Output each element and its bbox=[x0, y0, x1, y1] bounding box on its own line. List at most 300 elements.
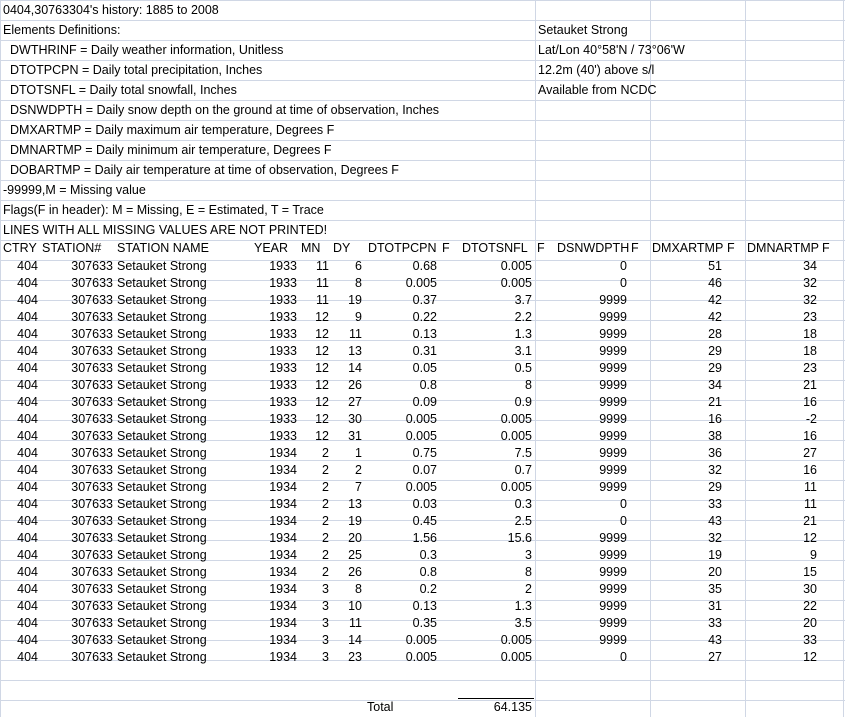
station-info-elevation: 12.2m (40') above s/l bbox=[538, 63, 655, 77]
ctry-cell: 404 bbox=[17, 395, 38, 409]
snowdepth-cell: 9999 bbox=[599, 446, 627, 460]
snowdepth-cell: 9999 bbox=[599, 310, 627, 324]
ctry-cell: 404 bbox=[17, 599, 38, 613]
snowdepth-cell: 9999 bbox=[599, 463, 627, 477]
year-cell: 1934 bbox=[269, 531, 297, 545]
maxtemp-cell: 21 bbox=[708, 395, 722, 409]
maxtemp-cell: 29 bbox=[708, 361, 722, 375]
day-cell: 30 bbox=[348, 412, 362, 426]
col-header-dy: DY bbox=[333, 241, 351, 255]
station-cell: 307633 bbox=[71, 293, 113, 307]
snowdepth-cell: 0 bbox=[620, 650, 627, 664]
year-cell: 1933 bbox=[269, 259, 297, 273]
snowdepth-cell: 9999 bbox=[599, 548, 627, 562]
precip-cell: 0.3 bbox=[419, 548, 437, 562]
day-cell: 6 bbox=[355, 259, 362, 273]
maxtemp-cell: 38 bbox=[708, 429, 722, 443]
station-cell: 307633 bbox=[71, 412, 113, 426]
year-cell: 1933 bbox=[269, 412, 297, 426]
ctry-cell: 404 bbox=[17, 497, 38, 511]
precip-cell: 0.05 bbox=[412, 361, 437, 375]
snowdepth-cell: 9999 bbox=[599, 616, 627, 630]
maxtemp-cell: 31 bbox=[708, 599, 722, 613]
total-label: Total bbox=[367, 700, 394, 714]
notice-text: LINES WITH ALL MISSING VALUES ARE NOT PRINTED! bbox=[3, 223, 328, 237]
mintemp-cell: 16 bbox=[803, 463, 817, 477]
day-cell: 8 bbox=[355, 276, 362, 290]
col-header-dtotsnfl: DTOTSNFL bbox=[462, 241, 528, 255]
month-cell: 12 bbox=[315, 361, 329, 375]
ctry-cell: 404 bbox=[17, 616, 38, 630]
mintemp-cell: -2 bbox=[805, 412, 817, 426]
day-cell: 20 bbox=[348, 531, 362, 545]
snowfall-cell: 0.005 bbox=[500, 259, 532, 273]
snowfall-cell: 3.7 bbox=[514, 293, 532, 307]
day-cell: 13 bbox=[348, 344, 362, 358]
precip-cell: 0.07 bbox=[412, 463, 437, 477]
year-cell: 1934 bbox=[269, 548, 297, 562]
precip-cell: 0.45 bbox=[412, 514, 437, 528]
ctry-cell: 404 bbox=[17, 514, 38, 528]
station-cell: 307633 bbox=[71, 531, 113, 545]
precip-cell: 0.005 bbox=[405, 650, 437, 664]
ctry-cell: 404 bbox=[17, 531, 38, 545]
station-cell: 307633 bbox=[71, 327, 113, 341]
col-header-year: YEAR bbox=[254, 241, 289, 255]
name-cell: Setauket Strong bbox=[117, 531, 207, 545]
snowdepth-cell: 0 bbox=[620, 497, 627, 511]
ctry-cell: 404 bbox=[17, 548, 38, 562]
day-cell: 1 bbox=[355, 446, 362, 460]
name-cell: Setauket Strong bbox=[117, 616, 207, 630]
mintemp-cell: 33 bbox=[803, 633, 817, 647]
month-cell: 2 bbox=[322, 446, 329, 460]
definition-dsnwdpth: DSNWDPTH = Daily snow depth on the ground at time of observation, Inches bbox=[10, 103, 440, 117]
mintemp-cell: 20 bbox=[803, 616, 817, 630]
ctry-cell: 404 bbox=[17, 650, 38, 664]
snowdepth-cell: 9999 bbox=[599, 480, 627, 494]
maxtemp-cell: 51 bbox=[708, 259, 722, 273]
mintemp-cell: 21 bbox=[803, 514, 817, 528]
maxtemp-cell: 33 bbox=[708, 497, 722, 511]
maxtemp-cell: 33 bbox=[708, 616, 722, 630]
ctry-cell: 404 bbox=[17, 565, 38, 579]
day-cell: 11 bbox=[349, 327, 362, 341]
maxtemp-cell: 28 bbox=[708, 327, 722, 341]
col-header-mn: MN bbox=[301, 241, 321, 255]
day-cell: 7 bbox=[355, 480, 362, 494]
year-cell: 1933 bbox=[269, 378, 297, 392]
maxtemp-cell: 29 bbox=[708, 344, 722, 358]
maxtemp-cell: 29 bbox=[708, 480, 722, 494]
maxtemp-cell: 36 bbox=[708, 446, 722, 460]
snowdepth-cell: 9999 bbox=[599, 293, 627, 307]
history-title: 0404,30763304's history: 1885 to 2008 bbox=[3, 3, 219, 17]
station-cell: 307633 bbox=[71, 650, 113, 664]
precip-cell: 0.005 bbox=[405, 429, 437, 443]
mintemp-cell: 23 bbox=[803, 310, 817, 324]
maxtemp-cell: 46 bbox=[708, 276, 722, 290]
month-cell: 2 bbox=[322, 463, 329, 477]
ctry-cell: 404 bbox=[17, 276, 38, 290]
year-cell: 1934 bbox=[269, 599, 297, 613]
month-cell: 2 bbox=[322, 565, 329, 579]
flags-note: Flags(F in header): M = Missing, E = Estimated, T = Trace bbox=[3, 203, 324, 217]
ctry-cell: 404 bbox=[17, 446, 38, 460]
day-cell: 23 bbox=[348, 650, 362, 664]
year-cell: 1933 bbox=[269, 310, 297, 324]
col-header-station: STATION# bbox=[42, 241, 102, 255]
maxtemp-cell: 20 bbox=[708, 565, 722, 579]
snowdepth-cell: 9999 bbox=[599, 531, 627, 545]
station-info-source: Available from NCDC bbox=[538, 83, 657, 97]
year-cell: 1934 bbox=[269, 565, 297, 579]
maxtemp-cell: 43 bbox=[708, 633, 722, 647]
station-info-name: Setauket Strong bbox=[538, 23, 628, 37]
ctry-cell: 404 bbox=[17, 582, 38, 596]
mintemp-cell: 34 bbox=[803, 259, 817, 273]
snowdepth-cell: 9999 bbox=[599, 429, 627, 443]
name-cell: Setauket Strong bbox=[117, 310, 207, 324]
precip-cell: 0.005 bbox=[405, 412, 437, 426]
month-cell: 11 bbox=[316, 259, 329, 273]
day-cell: 2 bbox=[355, 463, 362, 477]
month-cell: 3 bbox=[322, 650, 329, 664]
name-cell: Setauket Strong bbox=[117, 633, 207, 647]
year-cell: 1933 bbox=[269, 361, 297, 375]
total-value: 64.135 bbox=[493, 700, 532, 714]
snowdepth-cell: 9999 bbox=[599, 378, 627, 392]
day-cell: 26 bbox=[348, 378, 362, 392]
maxtemp-cell: 42 bbox=[708, 310, 722, 324]
station-cell: 307633 bbox=[71, 633, 113, 647]
ctry-cell: 404 bbox=[17, 361, 38, 375]
snowdepth-cell: 0 bbox=[620, 276, 627, 290]
name-cell: Setauket Strong bbox=[117, 344, 207, 358]
month-cell: 2 bbox=[322, 514, 329, 528]
month-cell: 11 bbox=[316, 293, 329, 307]
month-cell: 3 bbox=[322, 582, 329, 596]
ctry-cell: 404 bbox=[17, 293, 38, 307]
day-cell: 8 bbox=[355, 582, 362, 596]
ctry-cell: 404 bbox=[17, 310, 38, 324]
precip-cell: 1.56 bbox=[412, 531, 437, 545]
name-cell: Setauket Strong bbox=[117, 514, 207, 528]
station-cell: 307633 bbox=[71, 310, 113, 324]
name-cell: Setauket Strong bbox=[117, 378, 207, 392]
station-cell: 307633 bbox=[71, 446, 113, 460]
name-cell: Setauket Strong bbox=[117, 395, 207, 409]
mintemp-cell: 16 bbox=[803, 395, 817, 409]
name-cell: Setauket Strong bbox=[117, 412, 207, 426]
definition-dmxartmp: DMXARTMP = Daily maximum air temperature, Degrees F bbox=[10, 123, 335, 137]
col-header-dmnartmp: DMNARTMP bbox=[747, 241, 819, 255]
snowfall-cell: 0.7 bbox=[514, 463, 532, 477]
maxtemp-cell: 27 bbox=[708, 650, 722, 664]
mintemp-cell: 21 bbox=[803, 378, 817, 392]
day-cell: 19 bbox=[348, 293, 362, 307]
definition-dwthrinf: DWTHRINF = Daily weather information, Unitless bbox=[10, 43, 284, 57]
station-cell: 307633 bbox=[71, 259, 113, 273]
definition-dtotpcpn: DTOTPCPN = Daily total precipitation, Inches bbox=[10, 63, 263, 77]
month-cell: 12 bbox=[315, 395, 329, 409]
day-cell: 26 bbox=[348, 565, 362, 579]
mintemp-cell: 15 bbox=[803, 565, 817, 579]
definition-dmnartmp: DMNARTMP = Daily minimum air temperature, Degrees F bbox=[10, 143, 332, 157]
precip-cell: 0.75 bbox=[412, 446, 437, 460]
station-cell: 307633 bbox=[71, 276, 113, 290]
precip-cell: 0.22 bbox=[412, 310, 437, 324]
snowfall-cell: 8 bbox=[525, 565, 532, 579]
name-cell: Setauket Strong bbox=[117, 497, 207, 511]
ctry-cell: 404 bbox=[17, 327, 38, 341]
ctry-cell: 404 bbox=[17, 344, 38, 358]
month-cell: 12 bbox=[315, 412, 329, 426]
name-cell: Setauket Strong bbox=[117, 276, 207, 290]
station-cell: 307633 bbox=[71, 480, 113, 494]
name-cell: Setauket Strong bbox=[117, 582, 207, 596]
year-cell: 1934 bbox=[269, 650, 297, 664]
maxtemp-cell: 32 bbox=[708, 531, 722, 545]
snowfall-cell: 0.005 bbox=[500, 633, 532, 647]
ctry-cell: 404 bbox=[17, 429, 38, 443]
col-header-dtotpcpn: DTOTPCPN bbox=[368, 241, 437, 255]
month-cell: 12 bbox=[315, 344, 329, 358]
name-cell: Setauket Strong bbox=[117, 327, 207, 341]
name-cell: Setauket Strong bbox=[117, 650, 207, 664]
snowfall-cell: 0.005 bbox=[500, 480, 532, 494]
snowfall-cell: 1.3 bbox=[514, 327, 532, 341]
month-cell: 3 bbox=[322, 633, 329, 647]
year-cell: 1934 bbox=[269, 480, 297, 494]
station-info-latlon: Lat/Lon 40°58'N / 73°06'W bbox=[538, 43, 685, 57]
year-cell: 1933 bbox=[269, 429, 297, 443]
name-cell: Setauket Strong bbox=[117, 548, 207, 562]
col-header-flag: F bbox=[537, 241, 545, 255]
precip-cell: 0.8 bbox=[419, 378, 437, 392]
precip-cell: 0.68 bbox=[412, 259, 437, 273]
snowdepth-cell: 0 bbox=[620, 259, 627, 273]
day-cell: 25 bbox=[348, 548, 362, 562]
year-cell: 1933 bbox=[269, 395, 297, 409]
station-cell: 307633 bbox=[71, 361, 113, 375]
maxtemp-cell: 34 bbox=[708, 378, 722, 392]
definitions-title: Elements Definitions: bbox=[3, 23, 121, 37]
ctry-cell: 404 bbox=[17, 378, 38, 392]
col-header-flag: F bbox=[727, 241, 735, 255]
name-cell: Setauket Strong bbox=[117, 480, 207, 494]
name-cell: Setauket Strong bbox=[117, 565, 207, 579]
ctry-cell: 404 bbox=[17, 259, 38, 273]
month-cell: 3 bbox=[322, 616, 329, 630]
mintemp-cell: 32 bbox=[803, 293, 817, 307]
snowfall-cell: 1.3 bbox=[514, 599, 532, 613]
name-cell: Setauket Strong bbox=[117, 429, 207, 443]
precip-cell: 0.8 bbox=[419, 565, 437, 579]
month-cell: 12 bbox=[315, 429, 329, 443]
snowfall-cell: 0.005 bbox=[500, 276, 532, 290]
snowdepth-cell: 9999 bbox=[599, 412, 627, 426]
mintemp-cell: 12 bbox=[803, 531, 817, 545]
col-header-flag: F bbox=[631, 241, 639, 255]
year-cell: 1934 bbox=[269, 633, 297, 647]
col-header-dsnwdpth: DSNWDPTH bbox=[557, 241, 630, 255]
ctry-cell: 404 bbox=[17, 463, 38, 477]
day-cell: 14 bbox=[348, 361, 362, 375]
station-cell: 307633 bbox=[71, 497, 113, 511]
maxtemp-cell: 19 bbox=[708, 548, 722, 562]
mintemp-cell: 18 bbox=[803, 344, 817, 358]
mintemp-cell: 22 bbox=[803, 599, 817, 613]
snowdepth-cell: 9999 bbox=[599, 327, 627, 341]
year-cell: 1934 bbox=[269, 463, 297, 477]
mintemp-cell: 11 bbox=[804, 480, 817, 494]
mintemp-cell: 27 bbox=[803, 446, 817, 460]
ctry-cell: 404 bbox=[17, 633, 38, 647]
precip-cell: 0.35 bbox=[412, 616, 437, 630]
mintemp-cell: 16 bbox=[803, 429, 817, 443]
mintemp-cell: 9 bbox=[810, 548, 817, 562]
snowfall-cell: 15.6 bbox=[507, 531, 532, 545]
station-cell: 307633 bbox=[71, 514, 113, 528]
precip-cell: 0.005 bbox=[405, 276, 437, 290]
precip-cell: 0.13 bbox=[412, 327, 437, 341]
gridline bbox=[843, 0, 844, 717]
name-cell: Setauket Strong bbox=[117, 259, 207, 273]
precip-cell: 0.37 bbox=[412, 293, 437, 307]
year-cell: 1934 bbox=[269, 582, 297, 596]
month-cell: 12 bbox=[315, 310, 329, 324]
year-cell: 1934 bbox=[269, 497, 297, 511]
month-cell: 3 bbox=[322, 599, 329, 613]
ctry-cell: 404 bbox=[17, 412, 38, 426]
maxtemp-cell: 16 bbox=[708, 412, 722, 426]
month-cell: 12 bbox=[315, 378, 329, 392]
station-cell: 307633 bbox=[71, 395, 113, 409]
snowfall-cell: 0.005 bbox=[500, 412, 532, 426]
gridline bbox=[535, 0, 536, 717]
name-cell: Setauket Strong bbox=[117, 446, 207, 460]
mintemp-cell: 11 bbox=[804, 497, 817, 511]
mintemp-cell: 18 bbox=[803, 327, 817, 341]
snowdepth-cell: 0 bbox=[620, 514, 627, 528]
day-cell: 10 bbox=[348, 599, 362, 613]
year-cell: 1934 bbox=[269, 446, 297, 460]
precip-cell: 0.13 bbox=[412, 599, 437, 613]
year-cell: 1933 bbox=[269, 276, 297, 290]
col-header-ctry: CTRY bbox=[3, 241, 37, 255]
month-cell: 12 bbox=[315, 327, 329, 341]
mintemp-cell: 23 bbox=[803, 361, 817, 375]
year-cell: 1933 bbox=[269, 344, 297, 358]
precip-cell: 0.03 bbox=[412, 497, 437, 511]
year-cell: 1934 bbox=[269, 616, 297, 630]
year-cell: 1934 bbox=[269, 514, 297, 528]
station-cell: 307633 bbox=[71, 616, 113, 630]
maxtemp-cell: 42 bbox=[708, 293, 722, 307]
month-cell: 11 bbox=[316, 276, 329, 290]
snowfall-cell: 0.9 bbox=[514, 395, 532, 409]
snowdepth-cell: 9999 bbox=[599, 582, 627, 596]
snowdepth-cell: 9999 bbox=[599, 599, 627, 613]
station-cell: 307633 bbox=[71, 378, 113, 392]
station-cell: 307633 bbox=[71, 565, 113, 579]
snowfall-cell: 3 bbox=[525, 548, 532, 562]
mintemp-cell: 32 bbox=[803, 276, 817, 290]
day-cell: 31 bbox=[348, 429, 362, 443]
day-cell: 27 bbox=[348, 395, 362, 409]
maxtemp-cell: 32 bbox=[708, 463, 722, 477]
mintemp-cell: 12 bbox=[803, 650, 817, 664]
station-cell: 307633 bbox=[71, 548, 113, 562]
precip-cell: 0.31 bbox=[412, 344, 437, 358]
snowfall-cell: 2 bbox=[525, 582, 532, 596]
month-cell: 2 bbox=[322, 548, 329, 562]
snowfall-cell: 3.1 bbox=[514, 344, 532, 358]
precip-cell: 0.005 bbox=[405, 633, 437, 647]
precip-cell: 0.005 bbox=[405, 480, 437, 494]
snowdepth-cell: 9999 bbox=[599, 344, 627, 358]
station-cell: 307633 bbox=[71, 463, 113, 477]
snowfall-cell: 0.5 bbox=[514, 361, 532, 375]
snowfall-cell: 7.5 bbox=[514, 446, 532, 460]
snowdepth-cell: 9999 bbox=[599, 395, 627, 409]
snowfall-cell: 3.5 bbox=[514, 616, 532, 630]
snowdepth-cell: 9999 bbox=[599, 361, 627, 375]
definition-dtotsnfl: DTOTSNFL = Daily total snowfall, Inches bbox=[10, 83, 237, 97]
snowfall-cell: 0.3 bbox=[514, 497, 532, 511]
col-header-flag: F bbox=[442, 241, 450, 255]
ctry-cell: 404 bbox=[17, 480, 38, 494]
day-cell: 9 bbox=[355, 310, 362, 324]
month-cell: 2 bbox=[322, 480, 329, 494]
year-cell: 1933 bbox=[269, 327, 297, 341]
snowfall-cell: 2.5 bbox=[514, 514, 532, 528]
snowdepth-cell: 9999 bbox=[599, 633, 627, 647]
col-header-dmxartmp: DMXARTMP bbox=[652, 241, 724, 255]
col-header-name: STATION NAME bbox=[117, 241, 209, 255]
col-header-flag: F bbox=[822, 241, 830, 255]
station-cell: 307633 bbox=[71, 429, 113, 443]
missing-value-note: -99999,M = Missing value bbox=[3, 183, 146, 197]
name-cell: Setauket Strong bbox=[117, 463, 207, 477]
maxtemp-cell: 35 bbox=[708, 582, 722, 596]
snowfall-cell: 2.2 bbox=[514, 310, 532, 324]
snowfall-cell: 0.005 bbox=[500, 650, 532, 664]
station-cell: 307633 bbox=[71, 599, 113, 613]
precip-cell: 0.09 bbox=[412, 395, 437, 409]
maxtemp-cell: 43 bbox=[708, 514, 722, 528]
station-cell: 307633 bbox=[71, 582, 113, 596]
total-underline bbox=[458, 698, 534, 699]
station-cell: 307633 bbox=[71, 344, 113, 358]
day-cell: 19 bbox=[348, 514, 362, 528]
month-cell: 2 bbox=[322, 497, 329, 511]
day-cell: 11 bbox=[349, 616, 362, 630]
day-cell: 13 bbox=[348, 497, 362, 511]
snowfall-cell: 8 bbox=[525, 378, 532, 392]
definition-dobartmp: DOBARTMP = Daily air temperature at time of observation, Degrees F bbox=[10, 163, 399, 177]
snowdepth-cell: 9999 bbox=[599, 565, 627, 579]
mintemp-cell: 30 bbox=[803, 582, 817, 596]
month-cell: 2 bbox=[322, 531, 329, 545]
precip-cell: 0.2 bbox=[419, 582, 437, 596]
name-cell: Setauket Strong bbox=[117, 599, 207, 613]
name-cell: Setauket Strong bbox=[117, 293, 207, 307]
day-cell: 14 bbox=[348, 633, 362, 647]
name-cell: Setauket Strong bbox=[117, 361, 207, 375]
snowfall-cell: 0.005 bbox=[500, 429, 532, 443]
